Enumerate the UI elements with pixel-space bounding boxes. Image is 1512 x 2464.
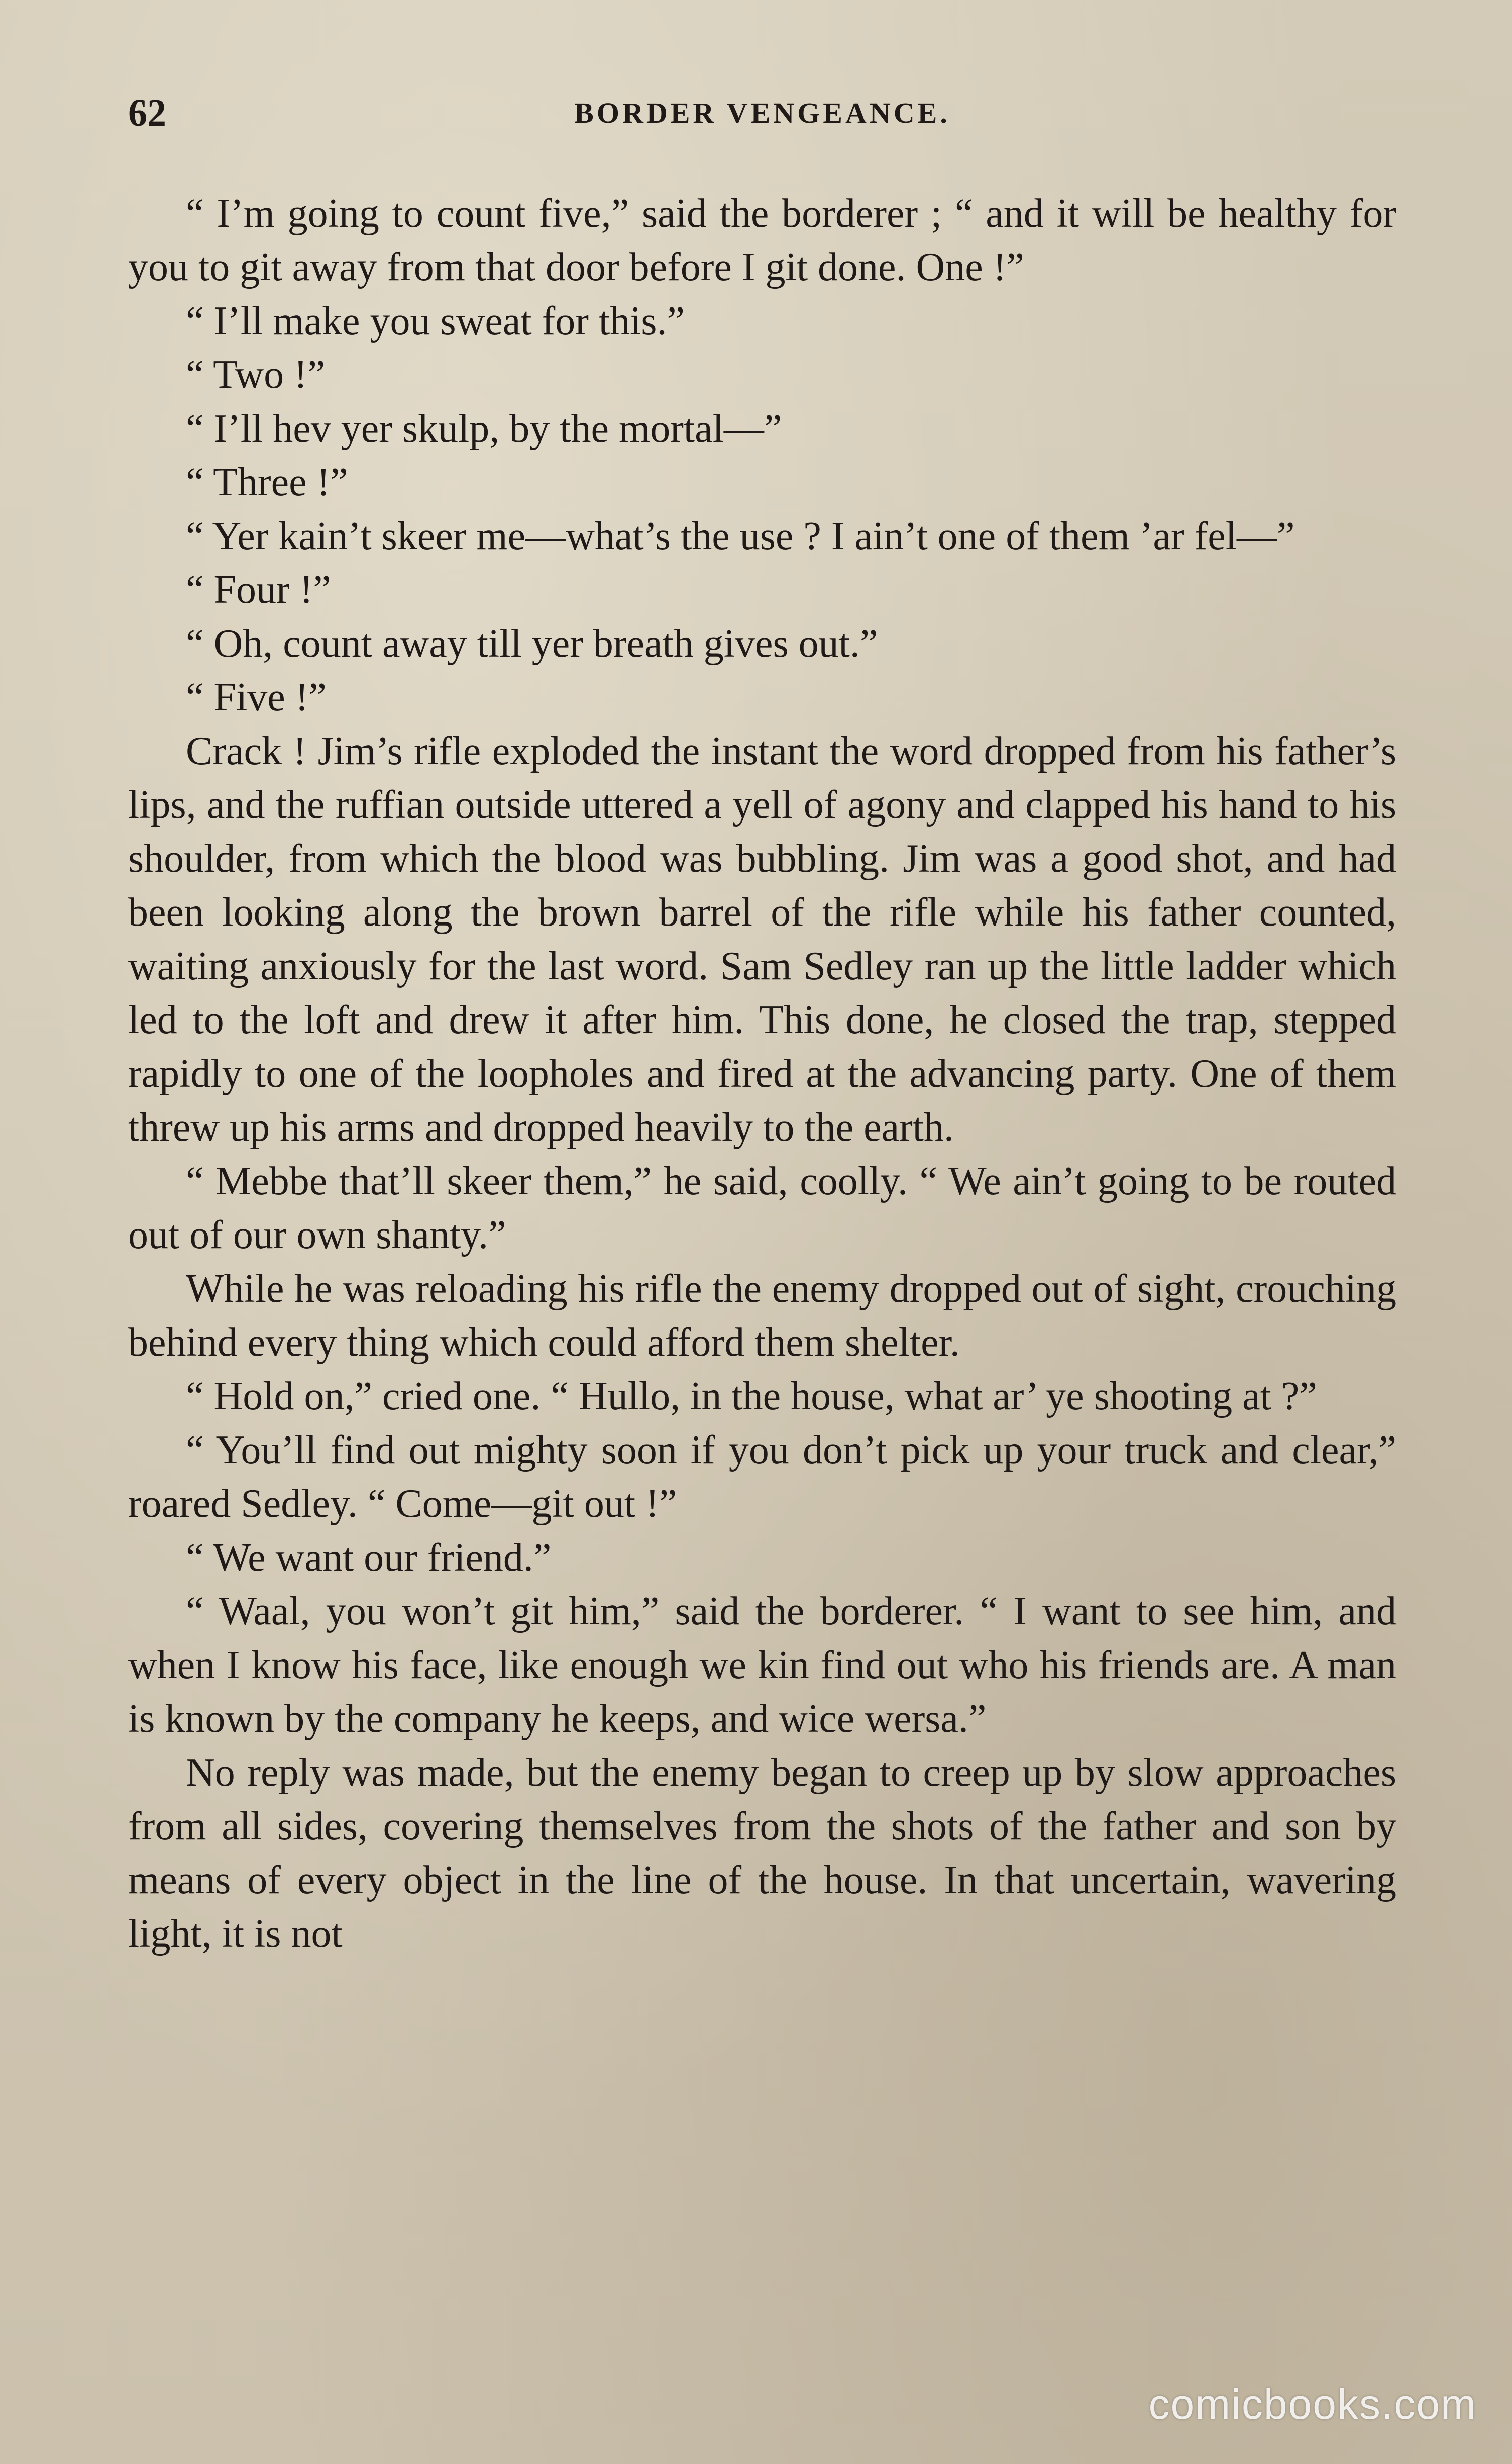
running-head: BORDER VENGEANCE. xyxy=(574,96,950,129)
page-number: 62 xyxy=(128,92,166,134)
watermark-text: comicbooks.com xyxy=(1148,2381,1477,2428)
paragraph: No reply was made, but the enemy began to creep up by slow approaches from all sides, covering themselves from the shots of the father and son by means of every object in the line of the house. In that uncertain, wavering light, it is not xyxy=(128,1751,1396,1956)
paragraph: “ I’ll hev yer skulp, by the mortal—” xyxy=(186,406,782,451)
paragraph: “ Yer kain’t skeer me—what’s the use ? I ain’t one of them ’ar fel—” xyxy=(186,514,1295,558)
paragraph: “ Mebbe that’ll skeer them,” he said, coolly. “ We ain’t going to be routed out of our own shanty.” xyxy=(128,1159,1396,1257)
body-text xyxy=(128,187,1396,1961)
page-header xyxy=(128,85,1396,141)
paragraph: “ Hold on,” cried one. “ Hullo, in the house, what ar’ ye shooting at ?” xyxy=(186,1374,1317,1418)
paragraph: “ Oh, count away till yer breath gives out.” xyxy=(186,622,878,666)
paragraph: “ We want our friend.” xyxy=(186,1535,552,1580)
paragraph: Crack ! Jim’s rifle exploded the instant the word dropped from his father’s lips, and the ruffian outside uttered a yell of agony and clapped his hand to his shoulder, from which the blood was bubbling. Jim was a good shot, and had been looking along the brown barrel of the rifle while his father counted, waiting anxiously for the last word. Sam Sedley ran up the little ladder which led to the loft and drew it after him. This done, he closed the trap, stepped rapidly to one of the loopholes and fired at the advancing party. One of them threw up his arms and dropped heavily to the earth. xyxy=(128,729,1396,1150)
paragraph: “ I’m going to count five,” said the borderer ; “ and it will be healthy for you to git away from that door before I git done. One !” xyxy=(128,191,1396,289)
paragraph: “ Five !” xyxy=(186,675,327,720)
paragraph: “ Waal, you won’t git him,” said the borderer. “ I want to see him, and when I know his face, like enough we kin find out who his friends are. A man is known by the company he keeps, and wice wersa.” xyxy=(128,1589,1396,1741)
paragraph: “ Four !” xyxy=(186,568,331,612)
paragraph: While he was reloading his rifle the enemy dropped out of sight, crouching behind every thing which could afford them shelter. xyxy=(128,1267,1396,1365)
paragraph: “ I’ll make you sweat for this.” xyxy=(186,299,685,343)
paragraph: “ Two !” xyxy=(186,353,326,397)
paragraph: “ You’ll find out mighty soon if you don’t pick up your truck and clear,” roared Sedley. “ Come—git out !” xyxy=(128,1428,1396,1526)
paragraph: “ Three !” xyxy=(186,460,348,504)
